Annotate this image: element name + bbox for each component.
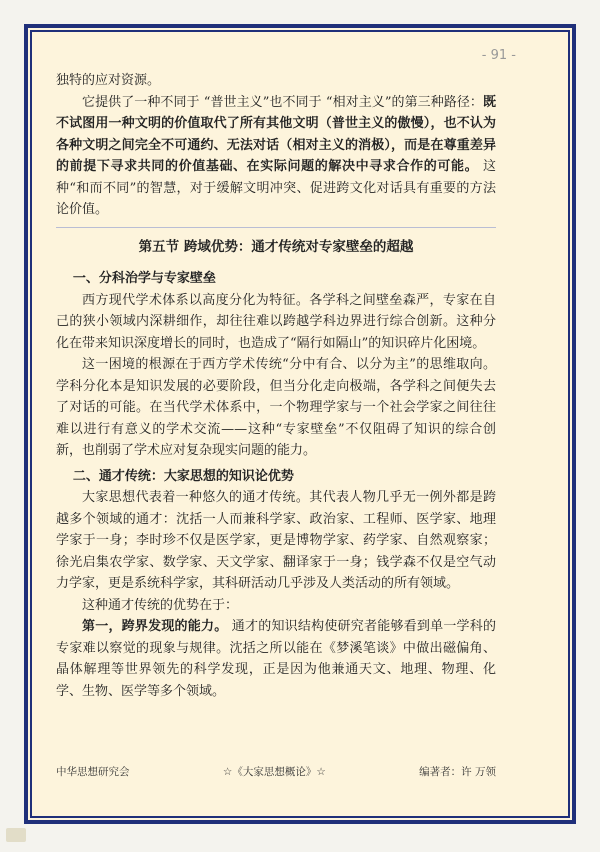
section-divider: [56, 227, 496, 228]
paragraph-text: 它提供了一种不同于 “普世主义”也不同于 “相对主义”的第三种路径：: [82, 94, 483, 110]
emphasis-text: 第一，跨界发现的能力。: [82, 619, 228, 634]
paragraph: 这一困境的根源在于西方学术传统“分中有合、以分为主”的思维取向。学科分化本是知识发展的必要阶段，但当分化走向极端，各学科之间便失去了对话的可能。在当代学术体系中，一个物理学家与一个社会学家之间往往难以进行有意义的学术交流——这种“专家壁垒”不仅阻碍了知识的综合创新，也削弱了学术应对复杂现实问题的能力。: [56, 357, 496, 458]
page-corner-tab[interactable]: [6, 828, 26, 842]
paragraph-text: 这种“和而不同”的智慧，对于缓解文明冲突、促进跨文化对话具有重要的方法论价值。: [56, 159, 496, 217]
paragraph: 这种通才传统的优势在于：: [82, 597, 239, 613]
footer-book-title: ☆《大家思想概论》☆: [222, 766, 326, 778]
paragraph: 大家思想代表着一种悠久的通才传统。其代表人物几乎无一例外都是跨越多个领域的通才：沈括一人而兼科学家、政治家、工程师、医学家、地理学家于一身；李时珍不仅是医学家，更是博物学家、药学家、自然观察家；徐光启集农学家、数学家、天文学家、翻译家于一身；钱学森不仅是空气动力学家，更是系统科学家，其科研活动几乎涉及人类活动的所有领域。: [56, 490, 496, 591]
section-title: 第五节 跨域优势：通才传统对专家壁垒的超越: [138, 238, 414, 255]
emphasis-text: 既不试图用一种文明的价值取代了所有其他文明（普世主义的傲慢），也不认为各种文明之间完全不可通约、无法对话（相对主义的消极），而是在尊重差异的前提下寻求共同的价值基础、在实际问题的解决中寻求合作的可能。: [56, 94, 496, 174]
paragraph: 西方现代学术体系以高度分化为特征。各学科之间壁垒森严，专家在自己的狭小领域内深耕细作，却往往难以跨越学科边界进行综合创新。这种分化在带来知识深度增长的同时，也造成了“隔行如隔山”的知识碎片化困境。: [56, 292, 496, 351]
paragraph: 独特的应对资源。: [56, 73, 161, 88]
paragraph: [56, 92, 496, 221]
subsection-heading: 二、通才传统：大家思想的知识论优势: [72, 468, 294, 484]
footer-author: 编著者：许 万领: [419, 766, 496, 778]
subsection-heading: 一、分科治学与专家壁垒: [72, 271, 216, 286]
paragraph-text: 通才的知识结构使研究者能够看到单一学科的专家难以察觉的现象与规律。沈括之所以能在《梦溪笔谈》中做出磁偏角、晶体解理等世界领先的科学发现，正是因为他兼通天文、地理、物理、化学、生物、医学等多个领域。: [56, 619, 496, 699]
paragraph: [56, 616, 496, 702]
page-number: - 91 -: [481, 48, 516, 63]
page-footer: [56, 764, 496, 779]
footer-publisher: 中华思想研究会: [56, 766, 130, 778]
page-body: [56, 70, 496, 702]
